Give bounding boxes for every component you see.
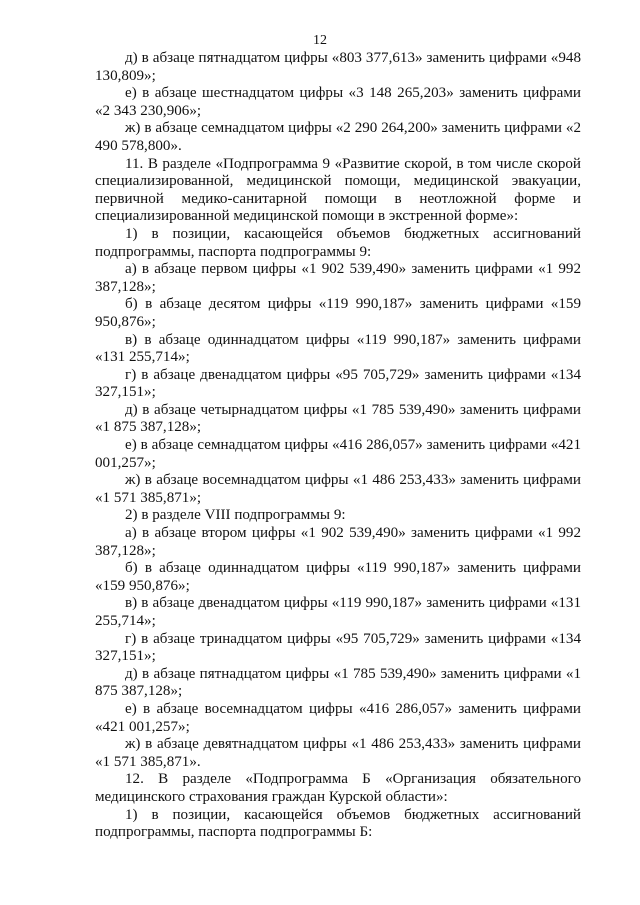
paragraph-9: г) в абзаце двенадцатом цифры «95 705,729» заменить цифрами «134 327,151»;	[95, 366, 581, 401]
paragraph-10: д) в абзаце четырнадцатом цифры «1 785 539,490» заменить цифрами «1 875 387,128»;	[95, 401, 581, 436]
paragraph-4: 11. В разделе «Подпрограмма 9 «Развитие скорой, в том числе скорой специализированной, медицинской помощи, медицинской эвакуации, первичной медико-санитарной помощи в неотложной форме и специализированной медицинской помощи в экстренной форме»:	[95, 155, 581, 225]
document-body	[95, 50, 581, 842]
paragraph-16: в) в абзаце двенадцатом цифры «119 990,187» заменить цифрами «131 255,714»;	[95, 595, 581, 629]
paragraph-21: 12. В разделе «Подпрограмма Б «Организация обязательного медицинского страхования граждан Курской области»:	[95, 771, 581, 805]
paragraph-15: б) в абзаце одиннадцатом цифры «119 990,187» заменить цифрами «159 950,876»;	[95, 560, 581, 594]
paragraph-6: а) в абзаце первом цифры «1 902 539,490» заменить цифрами «1 992 387,128»;	[95, 261, 581, 295]
paragraph-7: б) в абзаце десятом цифры «119 990,187» заменить цифрами «159 950,876»;	[95, 296, 581, 330]
paragraph-5: 1) в позиции, касающейся объемов бюджетных ассигнований подпрограммы, паспорта подпрограммы 9:	[95, 225, 581, 260]
paragraph-13: 2) в разделе VIII подпрограммы 9:	[125, 507, 346, 524]
paragraph-12: ж) в абзаце восемнадцатом цифры «1 486 253,433» заменить цифрами «1 571 385,871»;	[95, 472, 581, 506]
paragraph-18: д) в абзаце пятнадцатом цифры «1 785 539,490» заменить цифрами «1 875 387,128»;	[95, 665, 581, 700]
paragraph-11: е) в абзаце семнадцатом цифры «416 286,057» заменить цифрами «421 001,257»;	[95, 437, 581, 471]
paragraph-20: ж) в абзаце девятнадцатом цифры «1 486 253,433» заменить цифрами «1 571 385,871».	[95, 736, 581, 770]
paragraph-17: г) в абзаце тринадцатом цифры «95 705,729» заменить цифрами «134 327,151»;	[95, 630, 581, 665]
paragraph-2: е) в абзаце шестнадцатом цифры «3 148 265,203» заменить цифрами «2 343 230,906»;	[95, 85, 581, 119]
paragraph-3: ж) в абзаце семнадцатом цифры «2 290 264,200» заменить цифрами «2 490 578,800».	[95, 120, 581, 154]
paragraph-14: а) в абзаце втором цифры «1 902 539,490» заменить цифрами «1 992 387,128»;	[95, 525, 581, 559]
paragraph-22: 1) в позиции, касающейся объемов бюджетных ассигнований подпрограммы, паспорта подпрограммы Б:	[95, 806, 581, 841]
paragraph-1: д) в абзаце пятнадцатом цифры «803 377,613» заменить цифрами «948 130,809»;	[95, 50, 581, 84]
page-number: 12	[313, 33, 327, 48]
paragraph-19: е) в абзаце восемнадцатом цифры «416 286,057» заменить цифрами «421 001,257»;	[95, 700, 581, 735]
paragraph-8: в) в абзаце одиннадцатом цифры «119 990,187» заменить цифрами «131 255,714»;	[95, 331, 581, 366]
